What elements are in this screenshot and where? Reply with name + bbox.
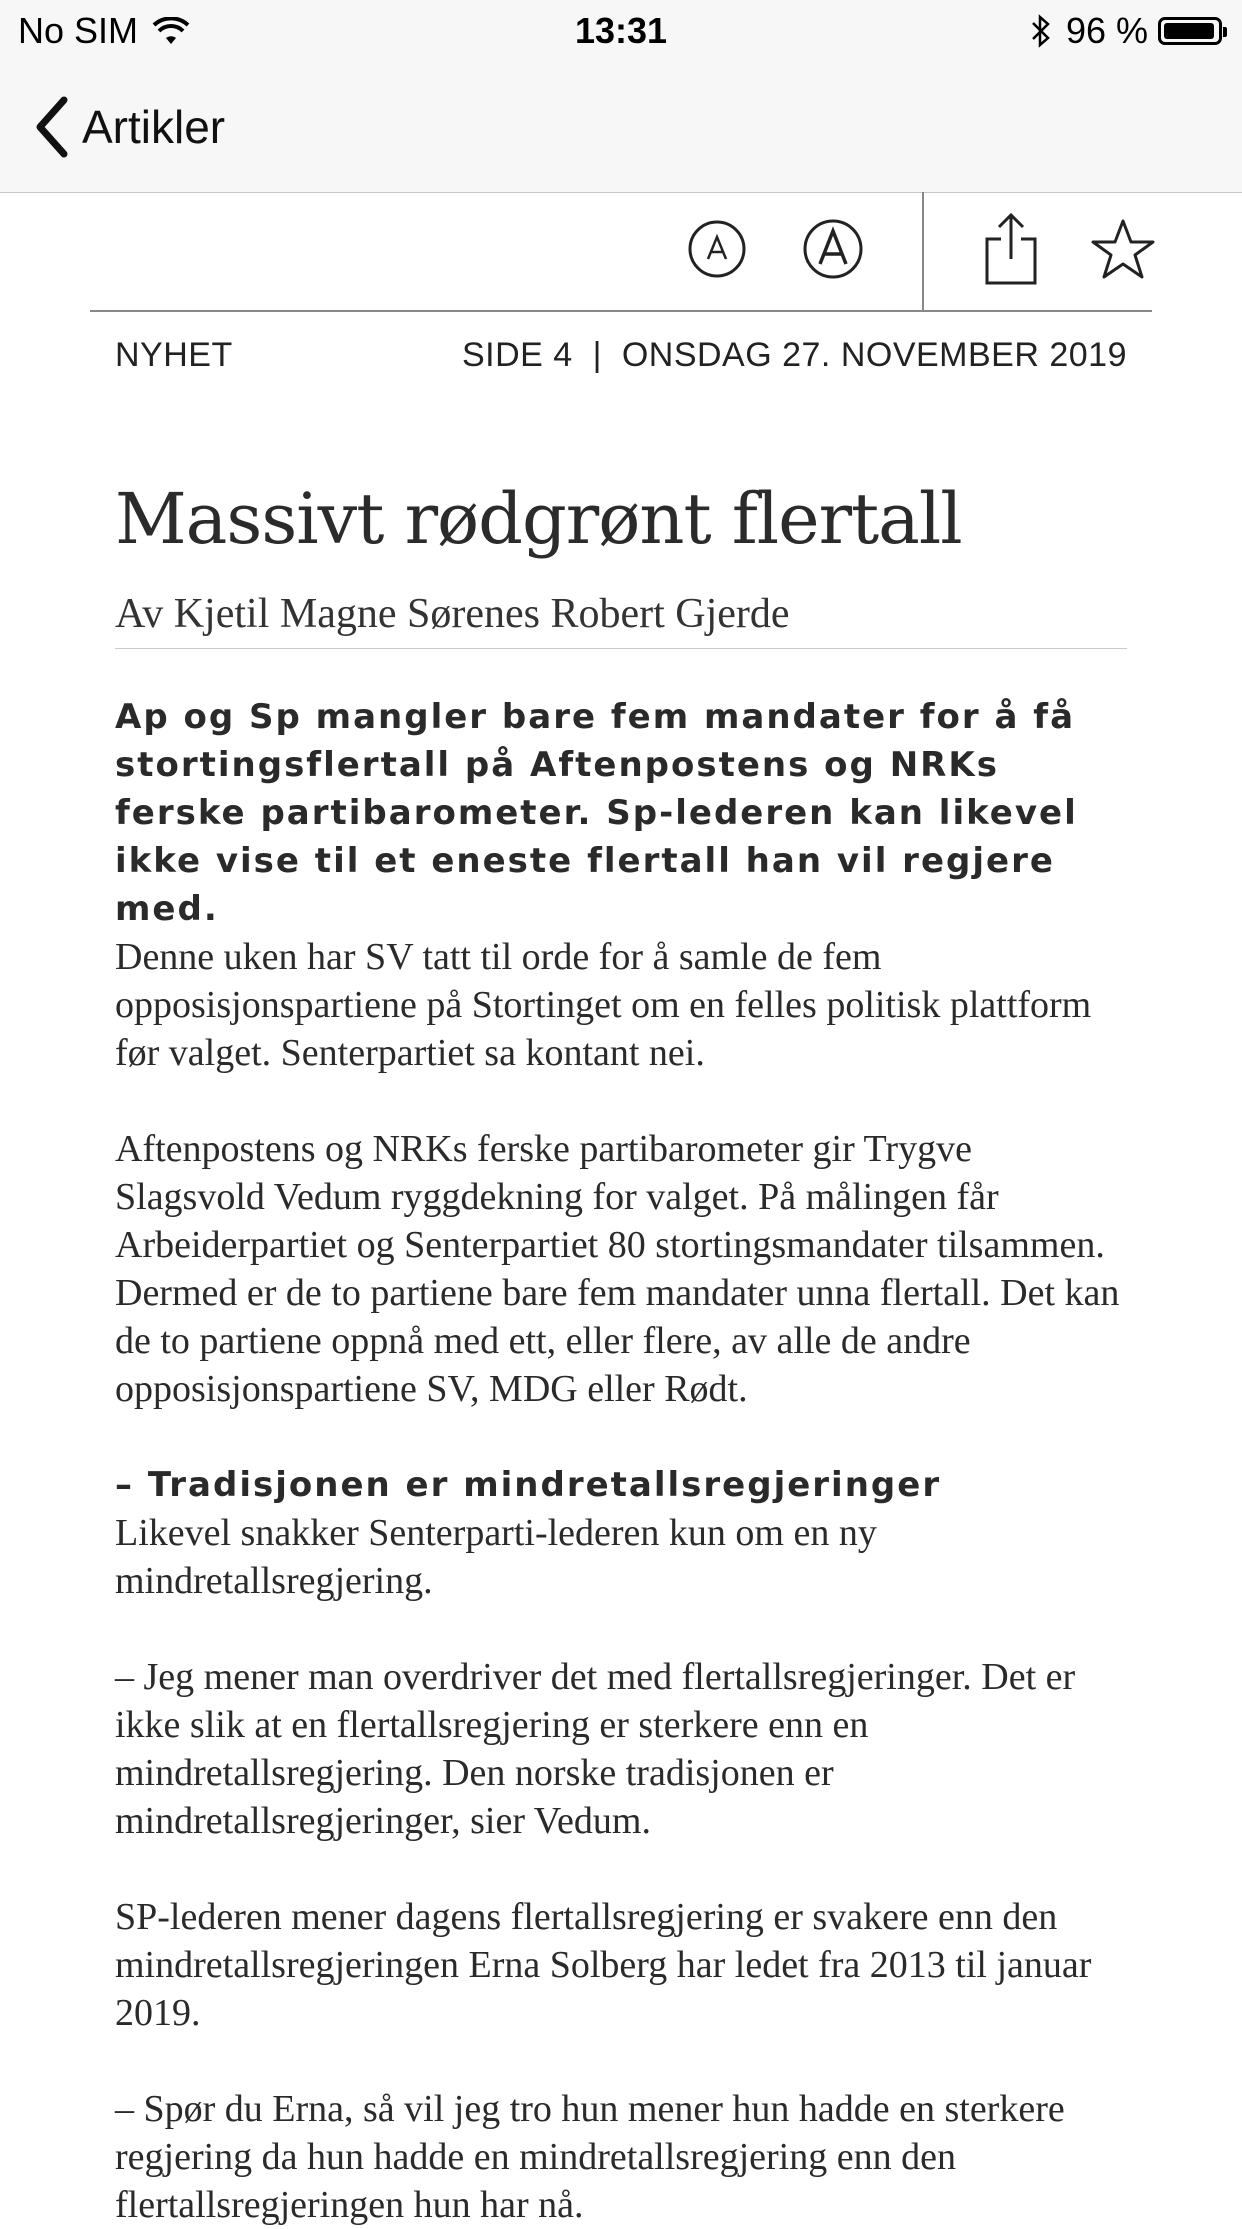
text-larger-button[interactable] bbox=[798, 214, 868, 284]
article bbox=[115, 470, 1127, 2229]
article-toolbar bbox=[90, 192, 1152, 312]
lead-paragraph: Ap og Sp mangler bare fem mandater for å få stortingsflertall på Aftenpostens og NRKs ferske partibarometer. Sp-lederen kan likevel ikke vise til et eneste flertall han vil regjere med. bbox=[115, 697, 1078, 929]
subheading: – Tradisjonen er mindretallsregjeringer bbox=[115, 1465, 942, 1505]
byline: Av Kjetil Magne Sørenes Robert Gjerde bbox=[115, 590, 1127, 649]
bluetooth-icon bbox=[1030, 14, 1052, 48]
body-paragraph: Aftenpostens og NRKs ferske partibarometer gir Trygve Slagsvold Vedum ryggdekning for valget. På målingen får Arbeiderpartiet og Senterpartiet 80 stortingsmandater tilsammen. Dermed er de to partiene bare fem mandater unna flertall. Det kan de to partiene oppnå med ett, eller flere, av alle de andre opposisjonspartiene SV, MDG eller Rødt. bbox=[115, 1128, 1120, 1410]
nav-bar bbox=[0, 60, 1242, 193]
clock: 13:31 bbox=[574, 10, 668, 51]
share-icon bbox=[981, 211, 1041, 287]
chevron-left-icon bbox=[34, 96, 70, 158]
back-button[interactable] bbox=[34, 96, 225, 158]
text-smaller-button[interactable] bbox=[682, 214, 752, 284]
section-label: NYHET bbox=[115, 336, 233, 374]
status-right bbox=[1030, 10, 1222, 52]
carrier-label: No SIM bbox=[18, 10, 139, 51]
favorite-button[interactable] bbox=[1088, 214, 1158, 284]
toolbar-divider bbox=[922, 192, 924, 310]
share-button[interactable] bbox=[976, 214, 1046, 284]
star-icon bbox=[1090, 218, 1156, 280]
battery-icon bbox=[1158, 17, 1222, 45]
battery-percent: 96 % bbox=[1065, 10, 1148, 51]
body-paragraph: Denne uken har SV tatt til orde for å samle de fem opposisjonspartiene på Stortinget om en felles politisk plattform før valget. Senterpartiet sa kontant nei. bbox=[115, 936, 1092, 1074]
body-paragraph: Likevel snakker Senterparti-lederen kun om en ny mindretallsregjering. bbox=[115, 1512, 877, 1602]
page-date: SIDE 4 | ONSDAG 27. NOVEMBER 2019 bbox=[461, 336, 1127, 374]
text-larger-icon bbox=[801, 217, 865, 281]
text-smaller-icon bbox=[686, 218, 748, 280]
article-title: Massivt rødgrønt flertall bbox=[115, 478, 962, 560]
body-paragraph: SP-lederen mener dagens flertallsregjering er svakere enn den mindretallsregjeringen Erna Solberg har ledet fra 2013 til januar 2019. bbox=[115, 1896, 1092, 2034]
back-label: Artikler bbox=[82, 101, 226, 153]
body-paragraph: – Jeg mener man overdriver det med flertallsregjeringer. Det er ikke slik at en flertallsregjering er sterkere enn en mindretallsregjering. Den norske tradisjonen er mindretallsregjeringer, sier Vedum. bbox=[115, 1656, 1076, 1842]
status-bar bbox=[0, 0, 1242, 60]
body-paragraph: – Spør du Erna, så vil jeg tro hun mener hun hadde en sterkere regjering da hun hadde en mindretallsregjering enn den flertallsregjeringen hun har nå. bbox=[115, 2088, 1065, 2226]
